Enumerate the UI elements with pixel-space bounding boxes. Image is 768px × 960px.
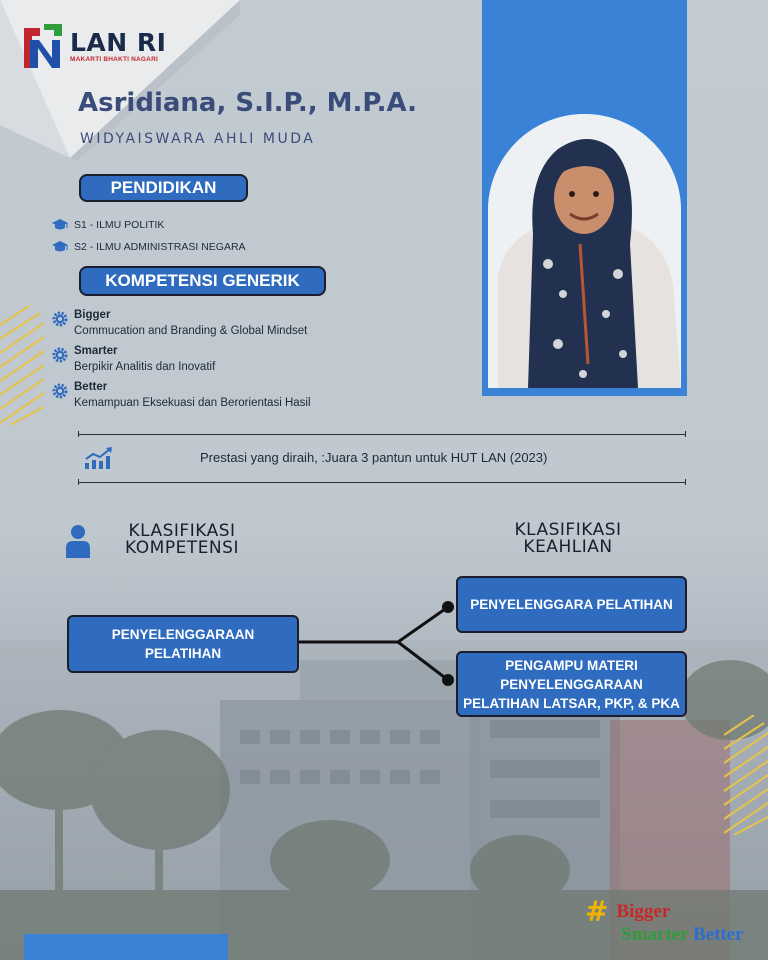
bottom-accent-bar <box>24 934 228 960</box>
klasifikasi-keahlian-heading <box>490 522 646 556</box>
lan-logo-mark-icon <box>22 22 64 70</box>
growth-chart-icon <box>84 446 114 470</box>
divider-bottom <box>78 482 686 483</box>
keahlian-box <box>456 651 687 717</box>
person-name: Asridiana, S.I.P., M.P.A. <box>78 88 418 118</box>
logo-title: LAN RI <box>70 27 167 57</box>
box-line: PENYELENGGARA PELATIHAN <box>470 597 673 612</box>
slogan <box>585 895 744 946</box>
portrait-photo <box>488 114 681 388</box>
portrait-illustration <box>488 114 681 388</box>
slogan-smarter: Smarter <box>621 924 689 945</box>
kompetensi-item <box>52 308 311 344</box>
box-line: PENYELENGGARAAN <box>500 676 643 692</box>
gear-icon <box>52 311 68 327</box>
klasifikasi-kompetensi-heading <box>112 523 252 557</box>
box-line: PENGAMPU MATERI <box>505 657 638 673</box>
heading-line: KEAHLIAN <box>523 537 613 557</box>
graduation-cap-icon <box>52 241 68 253</box>
kompetensi-desc: Kemampuan Eksekuasi dan Berorientasi Hasil <box>74 397 311 409</box>
keahlian-box <box>456 576 687 633</box>
kompetensi-item <box>52 344 311 380</box>
divider-cap <box>685 479 686 485</box>
kompetensi-box <box>67 615 299 673</box>
divider-top <box>78 434 686 435</box>
kompetensi-generik-list <box>52 308 311 416</box>
divider-cap <box>685 431 686 437</box>
heading-line: KLASIFIKASI <box>514 520 622 540</box>
kompetensi-name: Better <box>74 381 108 393</box>
heading-line: KLASIFIKASI <box>128 521 236 541</box>
pendidikan-item-label: S2 - ILMU ADMINISTRASI NEGARA <box>74 241 246 253</box>
box-line: PENYELENGGARAAN <box>111 627 255 642</box>
box-line: PELATIHAN LATSAR, PKP, & PKA <box>463 695 680 711</box>
pendidikan-item-label: S1 - ILMU POLITIK <box>74 219 165 231</box>
kompetensi-generik-heading: KOMPETENSI GENERIK <box>79 266 326 296</box>
graduation-cap-icon <box>52 219 68 231</box>
slogan-bigger: Bigger <box>616 901 671 922</box>
prestasi-text: Prestasi yang diraih, :Juara 3 pantun untuk HUT LAN (2023) <box>200 450 548 465</box>
person-position: WIDYAISWARA AHLI MUDA <box>80 131 316 147</box>
slogan-better: Better <box>692 924 744 945</box>
box-line: PELATIHAN <box>144 646 222 661</box>
logo-subtitle: MAKARTI BHAKTI NAGARI <box>70 55 158 63</box>
hashtag-icon: # <box>585 895 609 928</box>
kompetensi-name: Smarter <box>74 345 118 357</box>
gear-icon <box>52 383 68 399</box>
pendidikan-list <box>52 214 246 258</box>
kompetensi-desc: Berpikir Analitis dan Inovatif <box>74 361 216 373</box>
divider-cap <box>78 431 79 437</box>
heading-line: KOMPETENSI <box>125 538 239 558</box>
yellow-stripes-decoration <box>0 305 44 425</box>
user-icon <box>64 524 92 558</box>
pendidikan-heading: PENDIDIKAN <box>79 174 248 202</box>
yellow-stripes-decoration <box>724 715 768 835</box>
kompetensi-name: Bigger <box>74 309 111 321</box>
kompetensi-desc: Commucation and Branding & Global Mindset <box>74 325 308 337</box>
lan-ri-logo <box>22 22 166 70</box>
divider-cap <box>78 479 79 485</box>
gear-icon <box>52 347 68 363</box>
kompetensi-item <box>52 380 311 416</box>
pendidikan-item <box>52 236 246 258</box>
pendidikan-item <box>52 214 246 236</box>
